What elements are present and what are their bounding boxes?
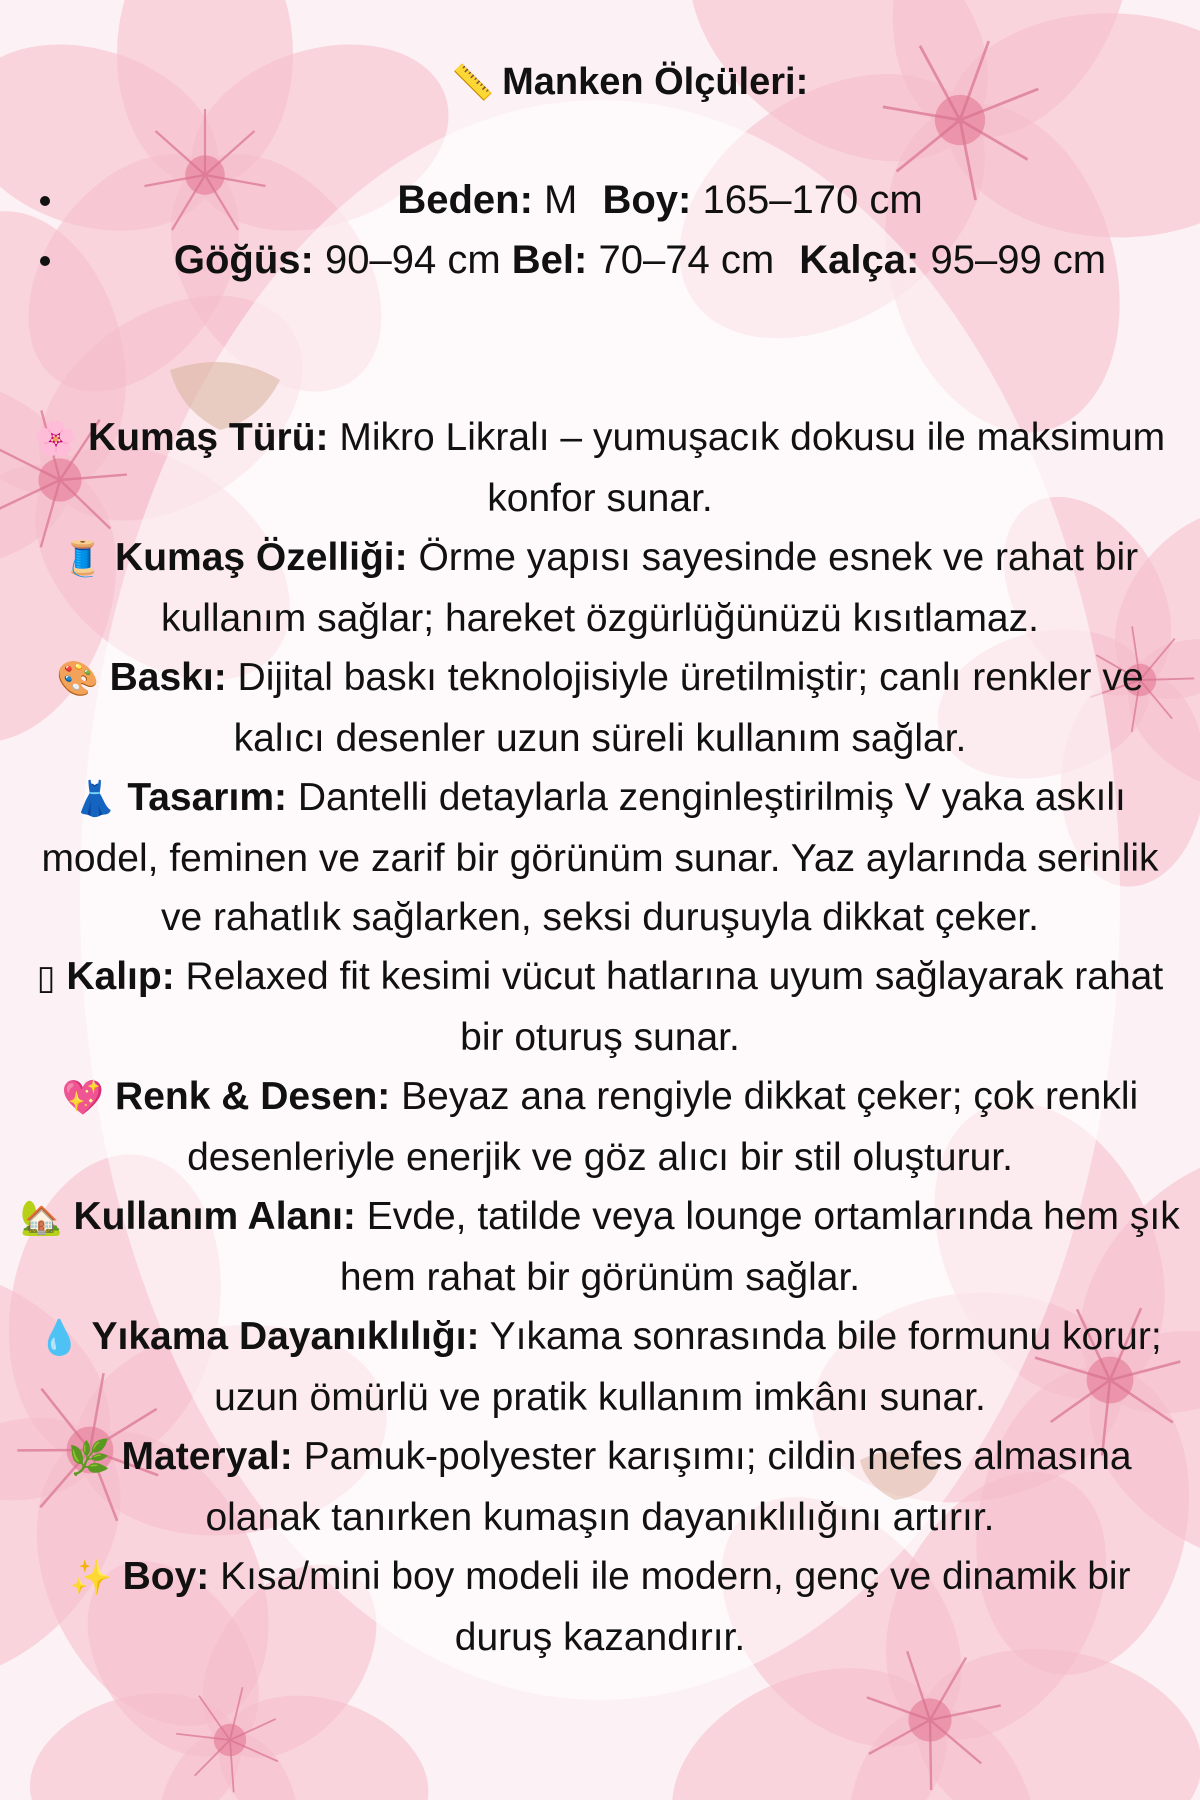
spec-text: Mikro Likralı – yumuşacık dokusu ile maksimum konfor sunar. (339, 416, 1166, 520)
thread-icon: 🧵 (61, 539, 105, 579)
model-measurements-list (0, 170, 1200, 290)
spec-label: Kullanım Alanı: (73, 1195, 356, 1238)
page-title-text: Manken Ölçüleri: (502, 61, 809, 103)
hip-label: Kalça: (799, 238, 920, 282)
height-value: 165–170 cm (702, 178, 923, 222)
spec-text: Dijital baskı teknolojisiyle üretilmiştir; canlı renkler ve kalıcı desenler uzun süreli kullanım sağlar. (233, 656, 1144, 760)
spec-text: Pamuk-polyester karışımı; cildin nefes almasına olanak tanırken kumaşın dayanıklılığını artırır. (205, 1435, 1132, 1539)
measurement-row-body (0, 230, 1200, 290)
herb-icon: 🌿 (68, 1438, 111, 1478)
spec-text: Relaxed fit kesimi vücut hatlarına uyum sağlayarak rahat bir oturuş sunar. (185, 955, 1164, 1059)
chest-value: 90–94 cm (324, 238, 501, 282)
spec-fabric-type (20, 408, 1180, 528)
spec-material (20, 1427, 1180, 1547)
spec-text: Evde, tatilde veya lounge ortamlarında hem şık hem rahat bir görünüm sağlar. (339, 1195, 1180, 1299)
size-value: M (544, 178, 578, 222)
spec-text: Kısa/mini boy modeli ile modern, genç ve dinamik bir duruş kazandırır. (220, 1555, 1131, 1659)
spec-length (20, 1547, 1180, 1667)
spec-design (20, 768, 1180, 947)
house-icon: 🏡 (20, 1198, 63, 1238)
palette-icon: 🎨 (56, 659, 99, 699)
spec-label: Yıkama Dayanıklılığı: (91, 1315, 480, 1358)
spec-label: Kumaş Özelliği: (115, 536, 408, 579)
spec-label: Kumaş Türü: (88, 416, 329, 459)
page-title (0, 52, 1200, 113)
height-label: Boy: (602, 178, 692, 222)
ruler-icon: 📏 (451, 63, 495, 103)
droplet-icon: 💧 (38, 1318, 81, 1358)
size-label: Beden: (397, 178, 533, 222)
spec-label: Renk & Desen: (115, 1075, 391, 1118)
spec-color-pattern (20, 1067, 1180, 1187)
spec-fabric-feature (20, 528, 1180, 648)
spec-label: Materyal: (121, 1435, 293, 1478)
sparkles-icon: ✨ (69, 1558, 112, 1598)
spec-text: Örme yapısı sayesinde esnek ve rahat bir kullanım sağlar; hareket özgürlüğünüzü kısıtlamaz. (161, 536, 1139, 640)
spec-text: Dantelli detaylarla zenginleştirilmiş V yaka askılı model, feminen ve zarif bir görünüm sunar. Yaz aylarında serinlik ve rahatlık sağlarken, seksi duruşuyla dikkat çeker. (41, 776, 1159, 939)
spec-label: Boy: (122, 1555, 210, 1598)
hip-value: 95–99 cm (930, 238, 1107, 282)
spec-label: Kalıp: (66, 955, 175, 998)
waist-label: Bel: (511, 238, 588, 282)
waist-value: 70–74 cm (598, 238, 775, 282)
spec-wash-durability (20, 1307, 1180, 1427)
cherry-blossom-icon: 🌸 (34, 419, 78, 459)
spec-label: Tasarım: (127, 776, 287, 819)
dress-icon: 👗 (74, 779, 117, 819)
spec-label: Baskı: (109, 656, 227, 699)
sparkling-heart-icon: 💖 (61, 1078, 105, 1118)
spec-text: Yıkama sonrasında bile formunu korur; uzun ömürlü ve pratik kullanım imkânı sunar. (214, 1315, 1162, 1419)
chest-label: Göğüs: (173, 238, 314, 282)
spec-text: Beyaz ana rengiyle dikkat çeker; çok renkli desenleriyle enerjik ve göz alıcı bir stil oluşturur. (187, 1075, 1139, 1179)
spec-print (20, 648, 1180, 768)
spec-fit (20, 947, 1180, 1067)
spec-usage-area (20, 1187, 1180, 1307)
product-specs (20, 408, 1180, 1667)
measurement-row-size-height (0, 170, 1200, 230)
missing-glyph-icon: ▯ (36, 958, 56, 998)
